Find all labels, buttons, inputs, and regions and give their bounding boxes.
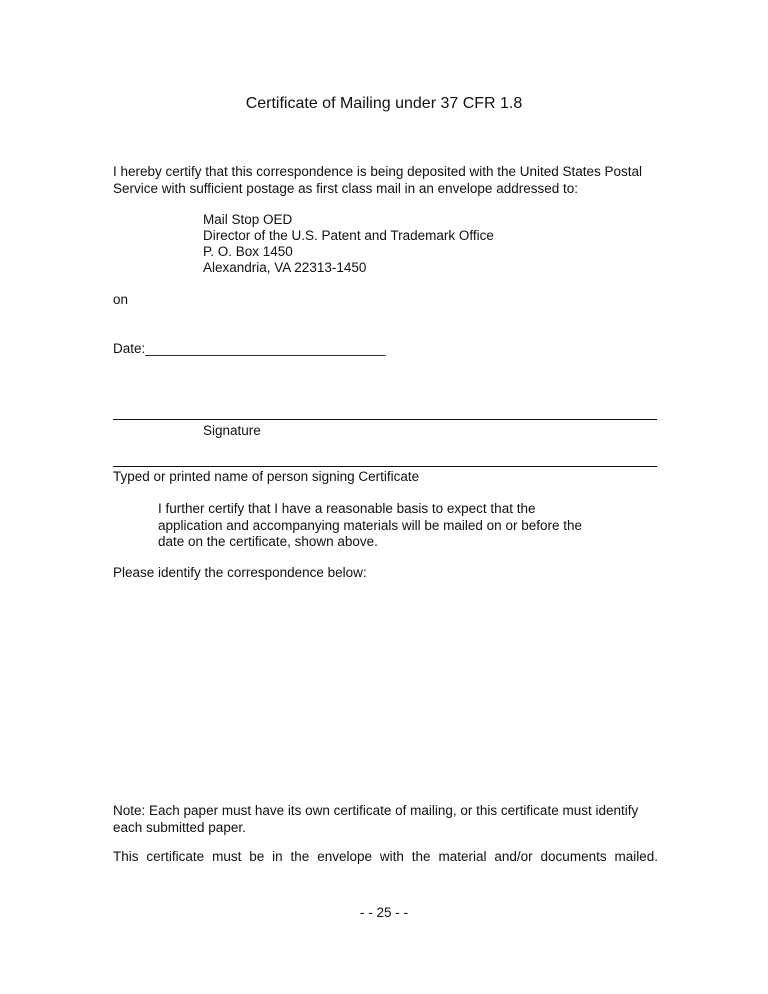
further-line-3: date on the certificate, shown above. <box>158 534 378 549</box>
mailing-address <box>203 212 494 276</box>
note-line-1: Note: Each paper must have its own certificate of mailing, or this certificate must identify <box>113 803 639 818</box>
further-certification <box>158 501 618 551</box>
signature-label: Signature <box>203 423 261 438</box>
intro-line-2: Service with sufficient postage as first class mail in an envelope addressed to: <box>113 180 578 196</box>
intro-line-1: I hereby certify that this correspondence is being deposited with the United States Postal <box>113 164 643 179</box>
address-line-3: P. O. Box 1450 <box>203 244 293 259</box>
typed-name-label: Typed or printed name of person signing Certificate <box>113 469 420 484</box>
envelope-note: This certificate must be in the envelope with the material and/or documents mailed. <box>113 849 658 864</box>
address-line-4: Alexandria, VA 22313-1450 <box>203 260 367 275</box>
date-field: Date:________________________________ <box>113 341 386 356</box>
intro-paragraph <box>113 164 658 197</box>
address-line-2: Director of the U.S. Patent and Trademark Office <box>203 228 494 243</box>
on-label: on <box>113 292 129 307</box>
signature-line <box>113 419 657 420</box>
page-number: - - 25 - - <box>359 905 408 920</box>
page-title: Certificate of Mailing under 37 CFR 1.8 <box>245 95 523 112</box>
note-paragraph <box>113 803 658 836</box>
typed-name-line <box>113 466 657 467</box>
note-line-2: each submitted paper. <box>113 819 246 835</box>
address-line-1: Mail Stop OED <box>203 212 293 227</box>
further-line-1: I further certify that I have a reasonable basis to expect that the <box>158 501 536 516</box>
further-line-2: application and accompanying materials will be mailed on or before the <box>158 517 582 533</box>
identify-prompt: Please identify the correspondence below: <box>113 565 367 580</box>
